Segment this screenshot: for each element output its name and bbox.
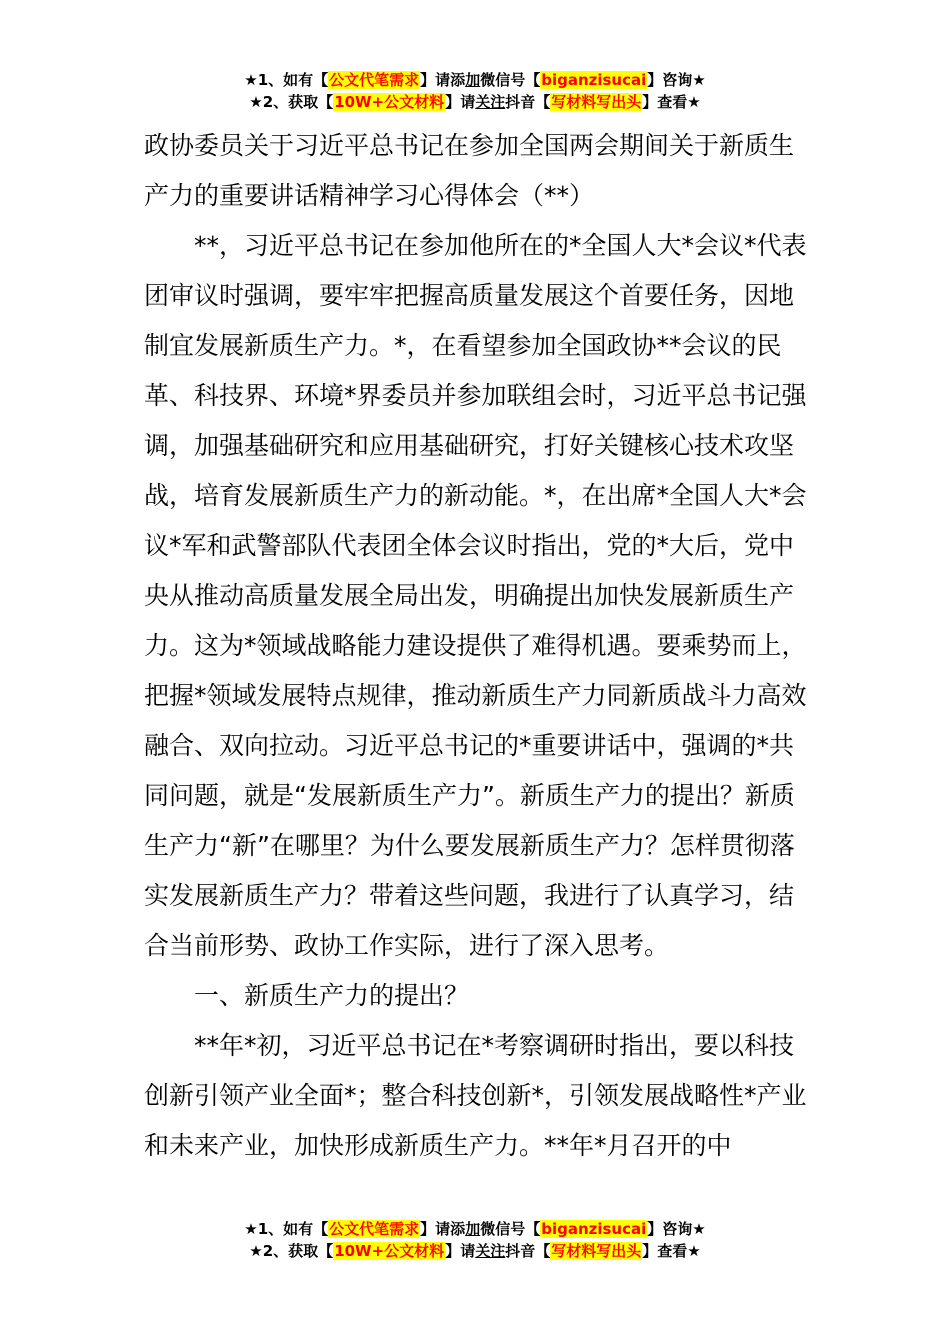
document-body bbox=[144, 121, 808, 1171]
highlight-wechat-id: biganzisucai bbox=[541, 1220, 647, 1238]
promo-line-2: ★2、获取【10W+公文材料】请关注抖音【写材料写出头】查看★ bbox=[249, 1242, 701, 1260]
promo-banner-bottom bbox=[0, 1218, 950, 1262]
highlight-materials: 10W+公文材料 bbox=[334, 1242, 445, 1260]
promo-line-1: ★1、如有【公文代笔需求】请添加微信号【biganzisucai】咨询★ bbox=[244, 71, 706, 89]
highlight-service: 公文代笔需求 bbox=[329, 71, 420, 89]
body-paragraph: **，习近平总书记在参加他所在的*全国人大*会议*代表团审议时强调，要牢牢把握高质量发展这个首要任务，因地制宜发展新质生产力。*，在看望参加全国政协**会议的民革、科技界、环境*界委员并参加联组会时，习近平总书记强调，加强基础研究和应用基础研究，打好关键核心技术攻坚战，培育发展新质生产力的新动能。*，在出席*全国人大*会议*军和武警部队代表团全体会议时指出，党的*大后，党中央从推动高质量发展全局出发，明确提出加快发展新质生产力。这为*领域战略能力建设提供了难得机遇。要乘势而上，把握*领域发展特点规律，推动新质生产力同新质战斗力高效融合、双向拉动。习近平总书记的*重要讲话中，强调的*共同问题，就是“发展新质生产力”。新质生产力的提出？新质生产力“新”在哪里？为什么要发展新质生产力？怎样贯彻落实发展新质生产力？带着这些问题，我进行了认真学习，结合当前形势、政协工作实际，进行了深入思考。 bbox=[144, 231, 807, 960]
highlight-douyin-account: 写材料写出头 bbox=[551, 1242, 642, 1260]
document-title: 政协委员关于习近平总书记在参加全国两会期间关于新质生产力的重要讲话精神学习心得体会（**） bbox=[144, 131, 795, 210]
promo-line-2: ★2、获取【10W+公文材料】请关注抖音【写材料写出头】查看★ bbox=[249, 93, 701, 111]
highlight-service: 公文代笔需求 bbox=[329, 1220, 420, 1238]
promo-line-1: ★1、如有【公文代笔需求】请添加微信号【biganzisucai】咨询★ bbox=[244, 1220, 706, 1238]
highlight-wechat-id: biganzisucai bbox=[541, 71, 647, 89]
section-heading: 一、新质生产力的提出？ bbox=[194, 981, 470, 1010]
highlight-materials: 10W+公文材料 bbox=[334, 93, 445, 111]
promo-banner-top bbox=[0, 69, 950, 113]
highlight-douyin-account: 写材料写出头 bbox=[551, 93, 642, 111]
section-paragraph: **年*初，习近平总书记在*考察调研时指出，要以科技创新引领产业全面*；整合科技创新*，引领发展战略性*产业和未来产业，加快形成新质生产力。**年*月召开的中 bbox=[144, 1031, 807, 1160]
